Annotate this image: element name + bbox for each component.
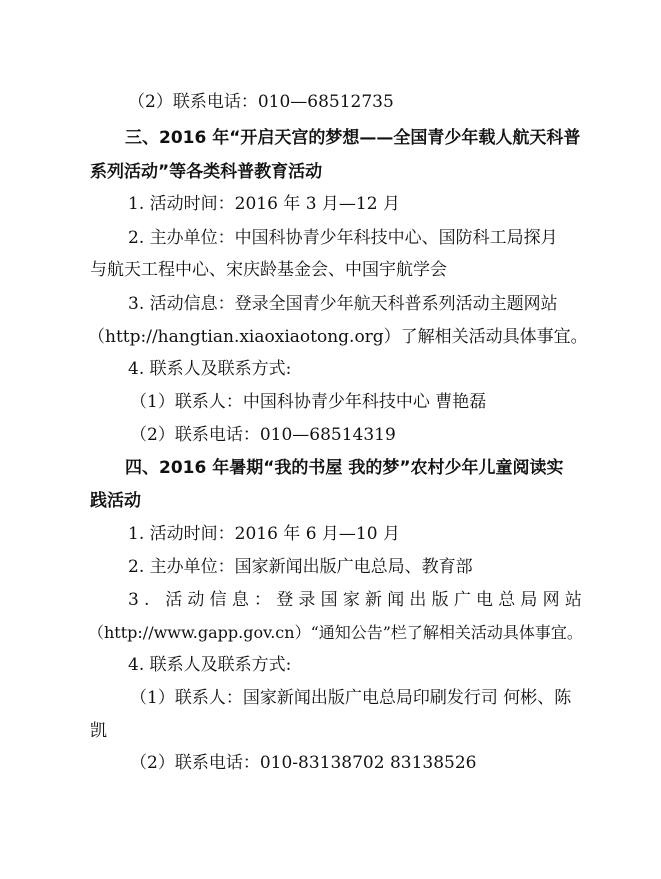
s3-contact-heading: 4. 联系人及联系方式: [128, 359, 292, 379]
s3-activity-info: 3. 活动信息：登录全国青少年航天科普系列活动主题网站 [128, 294, 558, 314]
s3-activity-time: 1. 活动时间：2016 年 3 月—12 月 [128, 194, 400, 214]
s4-contact-heading: 4. 联系人及联系方式: [128, 655, 292, 675]
s4-organizer: 2. 主办单位：国家新闻出版广电总局、教育部 [128, 557, 473, 577]
s3-activity-info-url: （http://hangtian.xiaoxiaotong.org）了解相关活动具体事宜。 [88, 327, 588, 347]
s3-contact-phone: （2）联系电话：010—68514319 [130, 425, 396, 445]
s4-contact-person: （1）联系人：国家新闻出版广电总局印刷发行司 何彬、陈 [130, 688, 572, 708]
s4-contact-person-cont: 凯 [90, 721, 107, 741]
s3-contact-person: （1）联系人：中国科协青少年科技中心 曹艳磊 [130, 392, 487, 412]
contact-phone-1: （2）联系电话：010—68512735 [128, 92, 394, 112]
s4-activity-info-url: （http://www.gapp.gov.cn）“通知公告”栏了解相关活动具体事宜。 [88, 623, 583, 642]
section-4-heading: 四、2016 年暑期“我的书屋 我的梦”农村少年儿童阅读实 [125, 458, 564, 478]
section-3-heading: 三、2016 年“开启天宫的梦想——全国青少年载人航天科普 [125, 128, 581, 148]
section-4-heading-cont: 践活动 [90, 491, 141, 511]
s4-activity-info: 3. 活动信息：登录国家新闻出版广电总局网站 [128, 590, 588, 610]
s4-contact-phone: （2）联系电话：010-83138702 83138526 [130, 753, 477, 773]
s3-organizer: 2. 主办单位：中国科协青少年科技中心、国防科工局探月 [128, 228, 558, 248]
section-3-heading-cont: 系列活动”等各类科普教育活动 [90, 162, 323, 182]
s4-activity-time: 1. 活动时间：2016 年 6 月—10 月 [128, 524, 400, 544]
s3-organizer-cont: 与航天工程中心、宋庆龄基金会、中国宇航学会 [90, 260, 447, 280]
